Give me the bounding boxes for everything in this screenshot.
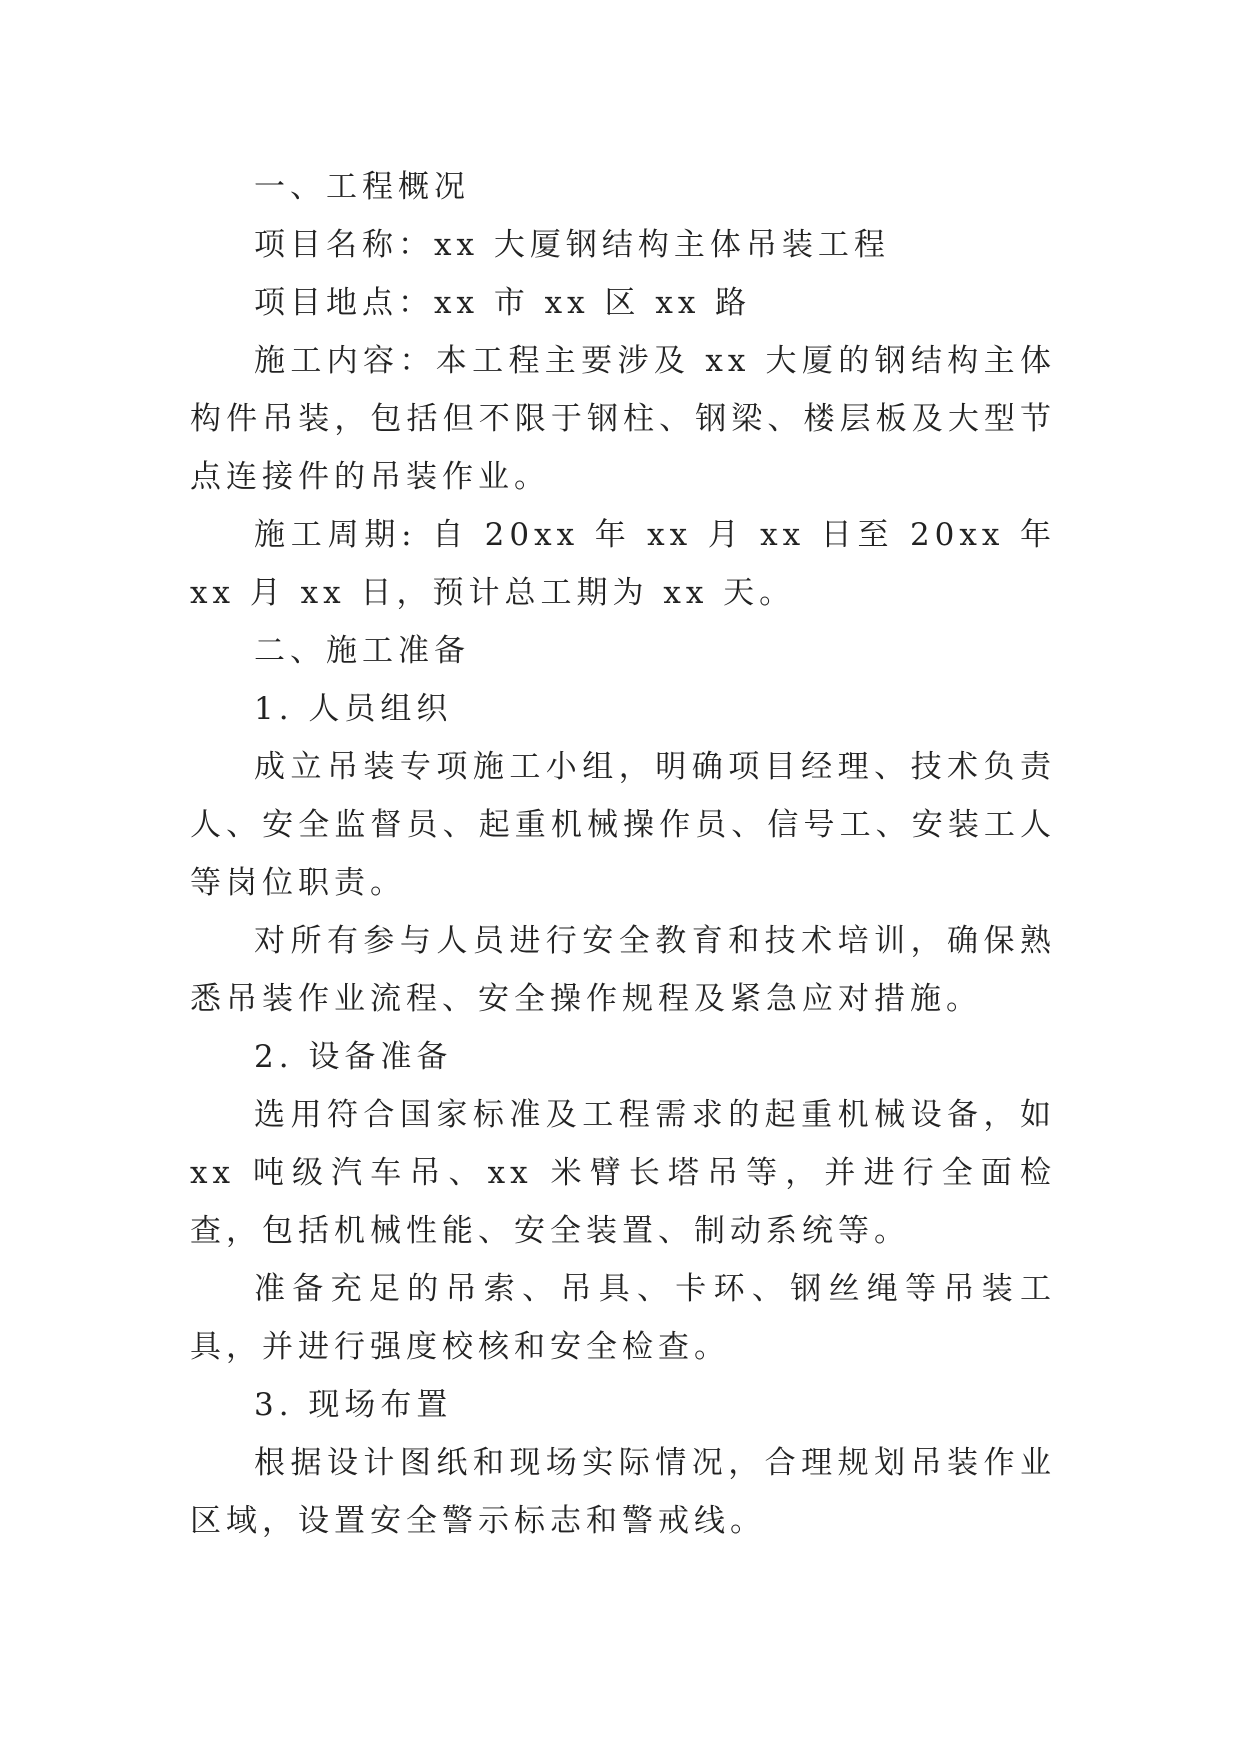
project-location: 项目地点：xx 市 xx 区 xx 路 bbox=[254, 285, 752, 321]
construction-period: 施工周期: 自 20xx 年 xx 月 xx 日至 20xx 年 xx 月 xx 日，预计总工期为 xx 天。 bbox=[190, 517, 1056, 611]
subheading-personnel: 1. 人员组织 bbox=[254, 691, 453, 727]
personnel-paragraph-1: 成立吊装专项施工小组，明确项目经理、技术负责人、安全监督员、起重机械操作员、信号工、安装工人等岗位职责。 bbox=[190, 749, 1056, 901]
site-layout-paragraph: 根据设计图纸和现场实际情况，合理规划吊装作业区域，设置安全警示标志和警戒线。 bbox=[190, 1445, 1056, 1539]
section-heading-overview: 一、工程概况 bbox=[254, 169, 470, 205]
section-heading-preparation: 二、施工准备 bbox=[254, 633, 470, 669]
equipment-paragraph-2: 准备充足的吊索、吊具、卡环、钢丝绳等吊装工具，并进行强度校核和安全检查。 bbox=[190, 1271, 1056, 1365]
personnel-paragraph-2: 对所有参与人员进行安全教育和技术培训，确保熟悉吊装作业流程、安全操作规程及紧急应对措施。 bbox=[190, 923, 1056, 1017]
project-name: 项目名称：xx 大厦钢结构主体吊装工程 bbox=[254, 227, 890, 263]
equipment-paragraph-1: 选用符合国家标准及工程需求的起重机械设备，如 xx 吨级汽车吊、xx 米臂长塔吊等，并进行全面检查，包括机械性能、安全装置、制动系统等。 bbox=[190, 1097, 1056, 1249]
subheading-site-layout: 3. 现场布置 bbox=[254, 1387, 453, 1423]
subheading-equipment: 2. 设备准备 bbox=[254, 1039, 453, 1075]
construction-content: 施工内容：本工程主要涉及 xx 大厦的钢结构主体构件吊装，包括但不限于钢柱、钢梁、楼层板及大型节点连接件的吊装作业。 bbox=[190, 343, 1056, 495]
document-body bbox=[190, 158, 1056, 1550]
